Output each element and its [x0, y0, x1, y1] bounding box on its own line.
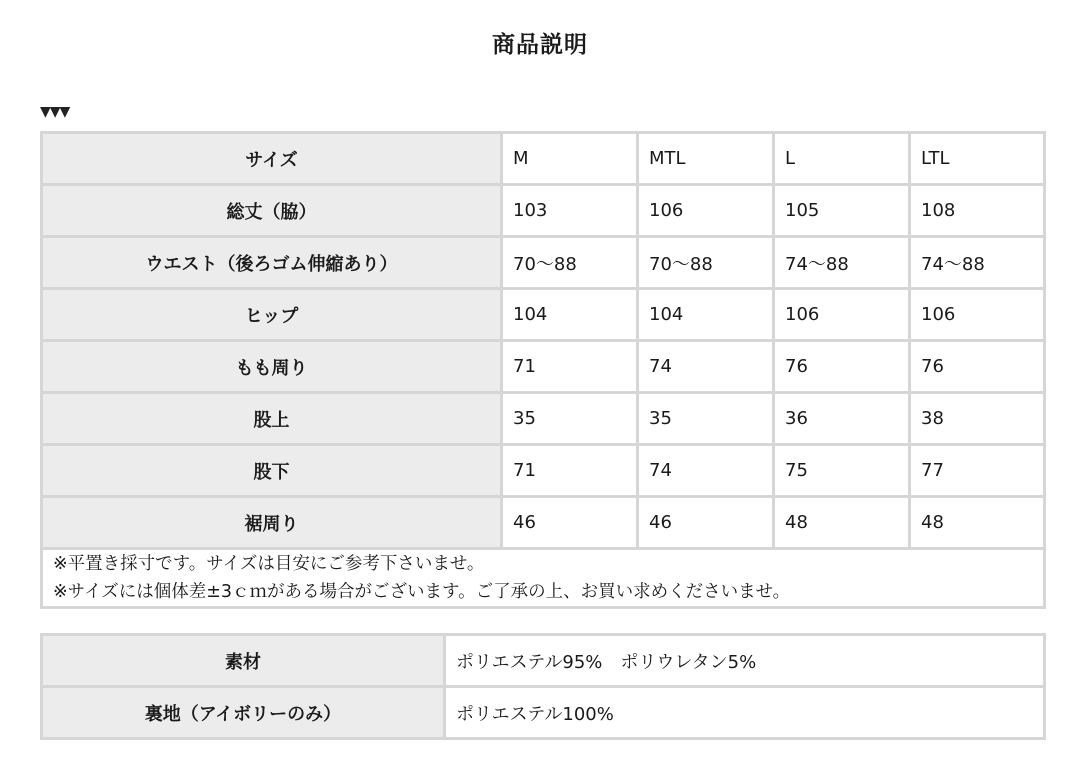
row-value: 106 — [910, 289, 1045, 341]
material-table — [40, 633, 1046, 740]
table-row — [42, 237, 1045, 289]
row-value: 108 — [910, 185, 1045, 237]
row-value: 105 — [774, 185, 910, 237]
table-row — [42, 289, 1045, 341]
table-row — [42, 687, 1045, 739]
row-value: 46 — [502, 497, 638, 549]
row-value: 76 — [910, 341, 1045, 393]
table-row — [42, 393, 1045, 445]
lining-value: ポリエステル100% — [445, 687, 1045, 739]
row-value: 103 — [502, 185, 638, 237]
row-value: 106 — [638, 185, 774, 237]
row-value: 104 — [638, 289, 774, 341]
size-header-row — [42, 133, 1045, 185]
material-value: ポリエステル95% ポリウレタン5% — [445, 635, 1045, 687]
size-header-cell: L — [774, 133, 910, 185]
row-value: 71 — [502, 341, 638, 393]
row-label: 裾周り — [42, 497, 502, 549]
row-label: ヒップ — [42, 289, 502, 341]
size-header-cell: MTL — [638, 133, 774, 185]
row-value: 70〜88 — [502, 237, 638, 289]
size-note: ※平置き採寸です。サイズは目安にご参考下さいませ。 — [53, 554, 485, 574]
row-label: 股下 — [42, 445, 502, 497]
row-value: 104 — [502, 289, 638, 341]
section-marker: ▼▼▼ — [40, 104, 70, 120]
size-header-label: サイズ — [42, 133, 502, 185]
table-row — [42, 635, 1045, 687]
material-label: 素材 — [42, 635, 445, 687]
row-value: 48 — [774, 497, 910, 549]
row-value: 46 — [638, 497, 774, 549]
row-value: 76 — [774, 341, 910, 393]
row-label: ウエスト（後ろゴム伸縮あり） — [42, 237, 502, 289]
row-label: 股上 — [42, 393, 502, 445]
lining-label: 裏地（アイボリーのみ） — [42, 687, 445, 739]
row-value: 36 — [774, 393, 910, 445]
row-value: 71 — [502, 445, 638, 497]
row-label: 総丈（脇） — [42, 185, 502, 237]
row-value: 75 — [774, 445, 910, 497]
row-value: 74〜88 — [910, 237, 1045, 289]
row-value: 74 — [638, 341, 774, 393]
table-row — [42, 341, 1045, 393]
size-note: ※サイズには個体差±3ｃｍがある場合がございます。ご了承の上、お買い求めくださいませ。 — [53, 582, 791, 602]
notes-row — [42, 549, 1045, 608]
row-value: 74 — [638, 445, 774, 497]
row-value: 38 — [910, 393, 1045, 445]
row-value: 70〜88 — [638, 237, 774, 289]
table-row — [42, 497, 1045, 549]
row-value: 35 — [638, 393, 774, 445]
row-value: 74〜88 — [774, 237, 910, 289]
row-value: 48 — [910, 497, 1045, 549]
page-title: 商品説明 — [492, 32, 588, 58]
table-row — [42, 185, 1045, 237]
row-value: 106 — [774, 289, 910, 341]
size-table — [40, 131, 1046, 609]
size-header-cell: M — [502, 133, 638, 185]
row-label: もも周り — [42, 341, 502, 393]
size-header-cell: LTL — [910, 133, 1045, 185]
row-value: 35 — [502, 393, 638, 445]
size-notes — [42, 549, 1045, 608]
row-value: 77 — [910, 445, 1045, 497]
table-row — [42, 445, 1045, 497]
